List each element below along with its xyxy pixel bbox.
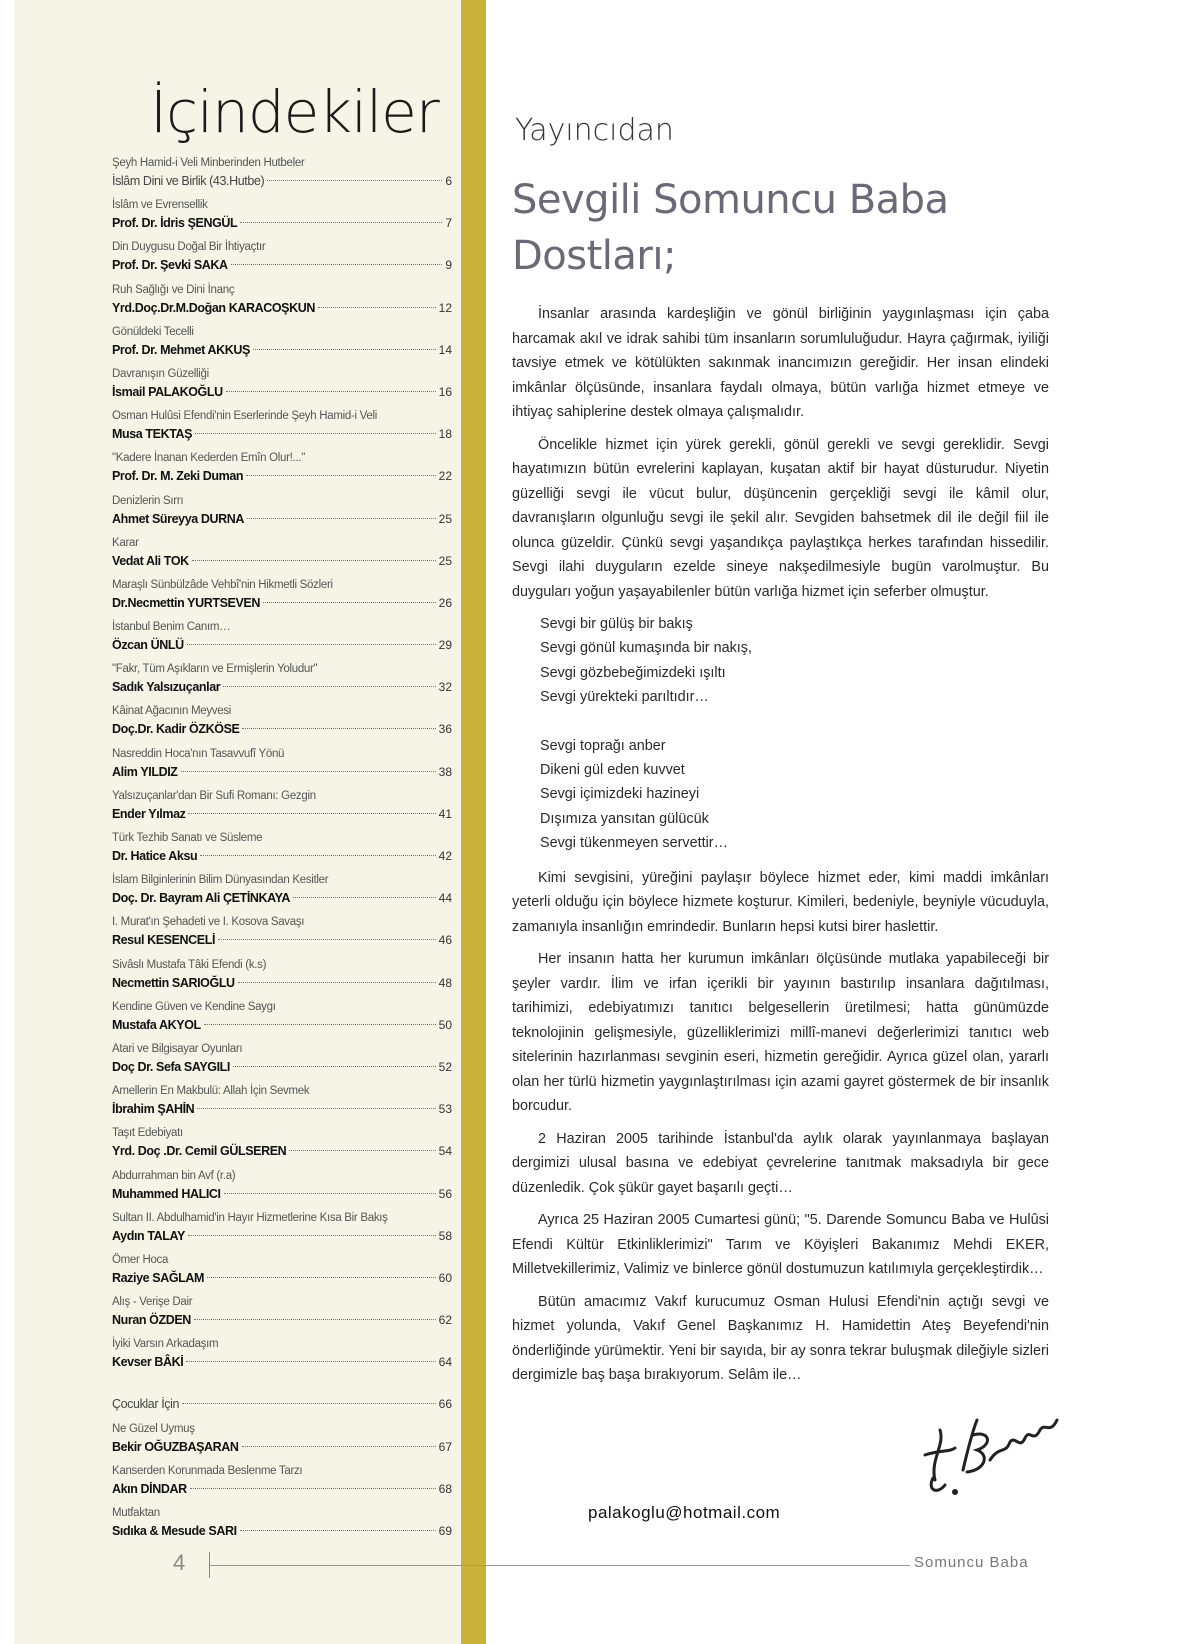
- toc-entry-line: [112, 1100, 452, 1118]
- toc-leader-dots: [224, 1193, 436, 1194]
- toc-leader-dots: [242, 1446, 436, 1447]
- toc-entry-line: [112, 805, 452, 823]
- toc-leader-dots: [238, 982, 436, 983]
- toc-entry-line: [112, 1395, 452, 1413]
- toc-entry[interactable]: [112, 746, 452, 788]
- toc-entry-line: [112, 1480, 452, 1498]
- toc-entry-page: 42: [438, 849, 452, 863]
- toc-entry-line: [112, 172, 452, 190]
- toc-entry[interactable]: [112, 999, 452, 1041]
- poem-line: Sevgi gözbebeğimizdeki ışıltı: [540, 664, 726, 681]
- toc-leader-dots: [194, 1319, 436, 1320]
- toc-entry-line: [112, 889, 452, 907]
- toc-entry-title: Taşıt Edebiyatı: [112, 1127, 183, 1140]
- toc-entry-author: Resul KESENCELİ: [112, 933, 216, 948]
- toc-entry-title: "Kadere İnanan Kederden Emîn Olur!...": [112, 452, 306, 465]
- toc-entry[interactable]: [112, 788, 452, 830]
- toc-entry[interactable]: [112, 703, 452, 745]
- toc-entry-line: [112, 1522, 452, 1540]
- toc-entry-line: [112, 341, 452, 359]
- toc-entry-title: Kendine Güven ve Kendine Saygı: [112, 1000, 276, 1013]
- toc-entry[interactable]: [112, 450, 452, 492]
- toc-entry-title: Nasreddin Hoca'nın Tasavvufî Yönü: [112, 747, 285, 760]
- toc-entry-title: Sivâslı Mustafa Tâki Efendi (k.s): [112, 958, 267, 971]
- toc-entry-author: Prof. Dr. Şevki SAKA: [112, 258, 228, 273]
- toc-entry-page: 12: [438, 300, 452, 315]
- toc-entry-page: 69: [438, 1524, 452, 1538]
- toc-entry-author: İbrahim ŞAHİN: [112, 1102, 195, 1117]
- toc-entry-page: 16: [438, 384, 452, 399]
- article-body: [512, 302, 1049, 1396]
- toc-entry[interactable]: [112, 1252, 452, 1294]
- toc-entry[interactable]: [112, 493, 452, 535]
- toc-entry-line: [112, 1142, 452, 1160]
- toc-entry-title: Gönüldeki Tecelli: [112, 325, 194, 338]
- toc-leader-dots: [204, 1024, 436, 1025]
- toc-entry-page: 26: [438, 595, 452, 610]
- toc-entry-page: 54: [438, 1144, 452, 1159]
- toc-entry-line: [112, 763, 452, 781]
- toc-entry-author: Raziye SAĞLAM: [112, 1270, 205, 1285]
- toc-entry-page: 41: [438, 806, 452, 821]
- toc-entry-title: İslâm ve Evrensellik: [112, 199, 208, 212]
- toc-entry-page: 38: [438, 764, 452, 779]
- toc-entry-title: Sultan II. Abdulhamid'in Hayır Hizmetlerine Kısa Bir Bakış: [112, 1211, 388, 1224]
- toc-entry-author: Necmettin SARIOĞLU: [112, 975, 235, 990]
- toc-entry-author: İsmail PALAKOĞLU: [112, 384, 223, 399]
- toc-leader-dots: [188, 1235, 436, 1236]
- toc-entry-author: Mustafa AKYOL: [112, 1017, 201, 1032]
- toc-entry-author: Ahmet Süreyya DURNA: [112, 511, 245, 526]
- toc-entry[interactable]: [112, 1083, 452, 1125]
- paragraph-7: Bütün amacımız Vakıf kurucumuz Osman Hulusi Efendi'nin açtığı sevgi ve hizmet yolunda, Vakıf Genel Başkanımız H. Hamidettin Ateş Beyefendi'nin önderliğinde yürümektir. Yeni bir sayıda, bir ay sonra tekrar buluşmak dileğiyle sizleri dergimizle baş başa bırakıyorum. Selâm ile…: [512, 1293, 1049, 1384]
- toc-entry[interactable]: [112, 239, 452, 281]
- toc-entry-author: Bekir OĞUZBAŞARAN: [112, 1439, 239, 1454]
- paragraph-5: 2 Haziran 2005 tarihinde İstanbul'da aylık olarak yayınlanmaya başlayan dergimizi ulusal basına ve edebiyat çevrelerine tanıtmak maksadıyla bir gece düzenledik. Çok şükür gayet başarılı geçti…: [512, 1130, 1049, 1196]
- toc-entry[interactable]: [112, 366, 452, 408]
- toc-leader-dots: [247, 518, 436, 519]
- toc-entry-title: Mutfaktan: [112, 1507, 160, 1519]
- toc-entry-title: Yalsızuçanlar'dan Bir Sufi Romanı: Gezgin: [112, 789, 316, 802]
- toc-entry-title: Din Duygusu Doğal Bir İhtiyaçtır: [112, 241, 266, 254]
- toc-entry-line: [112, 299, 452, 317]
- toc-leader-dots: [293, 897, 436, 898]
- toc-entry-author: Dr.Necmettin YURTSEVEN: [112, 595, 260, 610]
- toc-entry-author: Prof. Dr. Mehmet AKKUŞ: [112, 342, 250, 357]
- toc-entry-line: [112, 1058, 452, 1076]
- toc-leader-dots: [186, 1361, 435, 1362]
- toc-entry-title: Ruh Sağlığı ve Dini İnanç: [112, 283, 235, 296]
- toc-entry-page: 29: [438, 638, 452, 653]
- toc-leader-dots: [187, 644, 436, 645]
- poem-line: Sevgi bir gülüş bir bakış: [540, 616, 693, 632]
- paragraph-4: Her insanın hatta her kurumun imkânları ölçüsünde mutlaka yapabileceği bir şeyler vardır. İlim ve irfan içerikli bir yayının bastırılıp insanlara dağıtılması, tarihimizi, edebiyatımızı tanıtıcı belgesellerin üretilmesi; hatta günümüzde teknolojinin gelişmesiyle, güzelliklerimizi millî-manevi değerlerimizi tanıtıcı web sitelerinin hazırlanması sevginin eseri, hizmetin gereğidir. Ayrıca güzel olan, yararlı olan her türlü hizmetin yaygınlaştırılması için azami gayret göstermek de bir insanlık borcudur.: [512, 951, 1049, 1115]
- toc-entry-author: İslâm Dini ve Birlik (43.Hutbe): [112, 174, 265, 188]
- toc-entry[interactable]: [112, 661, 452, 703]
- toc-leader-dots: [226, 391, 436, 392]
- toc-entry[interactable]: [112, 1210, 452, 1252]
- toc-entry-line: [112, 1227, 452, 1245]
- toc-entry-author: Aydın TALAY: [112, 1228, 185, 1243]
- toc-entry-author: Muhammed HALICI: [112, 1186, 221, 1201]
- toc-entry-author: Akın DİNDAR: [112, 1481, 187, 1496]
- toc-entry-title: [112, 1378, 452, 1395]
- signature-image: [915, 1400, 1075, 1510]
- toc-entry-title: Şeyh Hamid-i Veli Minberinden Hutbeler: [112, 157, 305, 169]
- toc-entry-line: [112, 931, 452, 949]
- toc-entry-page: 25: [438, 553, 452, 568]
- toc-entry[interactable]: [112, 914, 452, 956]
- toc-entry-author: Prof. Dr. M. Zeki Duman: [112, 469, 244, 484]
- toc-entry[interactable]: [112, 1421, 452, 1463]
- toc-leader-dots: [289, 1150, 435, 1151]
- toc-leader-dots: [188, 813, 435, 814]
- toc-entry-title: Ömer Hoca: [112, 1253, 169, 1266]
- toc-entry-author: Musa TEKTAŞ: [112, 427, 193, 442]
- toc-entry[interactable]: [112, 1505, 452, 1547]
- toc-entry-author: Doç.Dr. Kadir ÖZKÖSE: [112, 722, 240, 737]
- toc-leader-dots: [223, 686, 435, 687]
- paragraph-1: İnsanlar arasında kardeşliğin ve gönül birliğinin yaygınlaşması için çaba harcamak akıl ve idrak sahibi tüm insanların sorumluluğudur. Hayra çağırmak, iyiliği tavsiye etmek ve kötülükten sakınmak inancımızın gereğidir. Her insan elindeki imkânlar ölçüsünde, insanlara faydalı olmaya, bütün varlığa hizmet etmeye ve ihtiyaç sahiplerine destek olmaya çalışmalıdır.: [512, 306, 1049, 420]
- toc-entry-author: Vedat Ali TOK: [112, 553, 189, 568]
- toc-entry[interactable]: [112, 1125, 452, 1167]
- toc-leader-dots: [240, 222, 442, 223]
- toc-entry-line: [112, 425, 452, 443]
- toc-leader-dots: [207, 1277, 436, 1278]
- toc-leader-dots: [197, 1108, 435, 1109]
- toc-entry-page: 53: [438, 1102, 452, 1117]
- toc-entry-line: [112, 383, 452, 401]
- toc-entry[interactable]: [112, 957, 452, 999]
- toc-entry-author: Sıdıka & Mesude SARI: [112, 1524, 237, 1538]
- toc-entry-author: Ender Yılmaz: [112, 806, 186, 821]
- toc-leader-dots: [240, 1530, 436, 1531]
- poem-line: Sevgi içimizdeki hazineyi: [540, 786, 700, 803]
- toc-entry-page: 32: [438, 680, 452, 695]
- toc-entry-line: [112, 552, 452, 570]
- poem: [540, 612, 1049, 856]
- toc-entry-title: Türk Tezhib Sanatı ve Süsleme: [112, 832, 263, 844]
- toc-entry-page: 9: [445, 258, 452, 273]
- toc-entry-page: 68: [438, 1481, 452, 1496]
- toc-entry-page: 46: [438, 933, 452, 948]
- toc-entry-title: Osman Hulûsi Efendi'nin Eserlerinde Şeyh Hamid-i Veli: [112, 410, 377, 423]
- toc-entry-line: [112, 974, 452, 992]
- toc-entry-author: Sadık Yalsızuçanlar: [112, 680, 221, 695]
- toc-entry-line: [112, 594, 452, 612]
- poem-stanza-gap: [540, 710, 1049, 734]
- toc-entry[interactable]: [112, 1041, 452, 1083]
- headline-line-1: Sevgili Somuncu Baba: [512, 177, 949, 223]
- toc-entry-line: [112, 467, 452, 485]
- toc-entry[interactable]: [112, 155, 452, 197]
- poem-line: Sevgi gönül kumaşında bir nakış,: [540, 640, 752, 657]
- toc-entry[interactable]: [112, 408, 452, 450]
- toc-leader-dots: [253, 349, 436, 350]
- toc-entry-title: Karar: [112, 536, 139, 549]
- toc-entry-page: 50: [438, 1017, 452, 1032]
- toc-entry-page: 67: [438, 1439, 452, 1454]
- article-headline: [512, 172, 1152, 284]
- toc-entry-line: [112, 1269, 452, 1287]
- toc-entry-page: 64: [438, 1355, 452, 1370]
- toc-entry-page: 60: [438, 1270, 452, 1285]
- toc-leader-dots: [263, 602, 436, 603]
- toc-leader-dots: [200, 855, 435, 856]
- toc-leader-dots: [218, 939, 436, 940]
- poem-line: Sevgi tükenmeyen servettir…: [540, 835, 728, 852]
- toc-entry-line: [112, 1016, 452, 1034]
- toc-entry-page: 14: [438, 342, 452, 357]
- toc-entry-author: Çocuklar İçin: [112, 1397, 180, 1412]
- poem-line: Dışımıza yansıtan gülücük: [540, 810, 709, 827]
- gold-divider-bar: [461, 0, 486, 1644]
- toc-entry-page: 66: [438, 1397, 452, 1412]
- toc-entry-page: 58: [438, 1228, 452, 1243]
- page-number: 4: [173, 1550, 186, 1575]
- toc-entry[interactable]: [112, 619, 452, 661]
- toc-entry-title: "Fakr, Tüm Aşıkların ve Ermişlerin Yoludur": [112, 663, 318, 676]
- toc-entry-page: 22: [438, 469, 452, 484]
- toc-entry-line: [112, 214, 452, 232]
- paragraph-2: Öncelikle hizmet için yürek gerekli, gönül gerekli ve sevgi gereklidir. Sevgi hayatımızın bütün evrelerini kaplayan, kuşatan aktif bir hayat düsturudur. Niyetin güzelliği sevgi ile vücut bulur, düşüncenin gerçekliği sevgi ile kâmil olur, davranışların olgunluğu sevgi ile şekil alır. Sevgiden bahsetmek dil ile değil fiil ile olunca güzeldir. Çünkü sevgi yaşandıkça paylaştıkça herkes tarafından hissedilir. Sevgi ilahi duyguların ezelde sineye nakşedilmesiyle bugün varolmuştur. Bu duyguları yoğun yaşayabilenler bütün varlığa hizmet için seferber olmuştur.: [512, 436, 1049, 600]
- toc-leader-dots: [242, 728, 435, 729]
- toc-title: İçindekiler: [150, 78, 439, 146]
- toc-leader-dots: [231, 264, 443, 265]
- toc-entry-title: Alış - Verişe Dair: [112, 1296, 193, 1309]
- toc-entry-title: Abdurrahman bin Avf (r.a): [112, 1169, 236, 1182]
- toc-entry[interactable]: [112, 830, 452, 872]
- toc-entry[interactable]: [112, 197, 452, 239]
- toc-entry-line: [112, 1438, 452, 1456]
- toc-entry-author: Kevser BÂKİ: [112, 1355, 184, 1370]
- toc-entry-line: [112, 256, 452, 274]
- toc-entry-page: 48: [438, 975, 452, 990]
- toc-entry-title: Ne Güzel Uymuş: [112, 1422, 195, 1435]
- toc-leader-dots: [182, 1403, 436, 1404]
- toc-entry-page: 7: [445, 216, 452, 231]
- toc-entry-line: [112, 1185, 452, 1203]
- toc-entry[interactable]: [112, 1168, 452, 1210]
- toc-entry-page: 36: [438, 722, 452, 737]
- toc-entry-line: [112, 636, 452, 654]
- toc-entry-author: Doç Dr. Sefa SAYGILI: [112, 1059, 230, 1074]
- poem-line: Sevgi yürekteki parıltıdır…: [540, 689, 709, 706]
- toc-entry-author: Doç. Dr. Bayram Ali ÇETİNKAYA: [112, 891, 291, 906]
- toc-leader-dots: [233, 1066, 436, 1067]
- toc-entry-line: [112, 678, 452, 696]
- toc-entry-title: İslam Bilginlerinin Bilim Dünyasından Kesitler: [112, 874, 329, 887]
- toc-entry[interactable]: [112, 872, 452, 914]
- toc-leader-dots: [192, 560, 436, 561]
- toc-entry-author: Özcan ÜNLÜ: [112, 638, 184, 653]
- toc-entry-author: Alim YILDIZ: [112, 764, 178, 779]
- toc-leader-dots: [246, 475, 436, 476]
- toc-entry-page: 56: [438, 1186, 452, 1201]
- toc-entry-author: Prof. Dr. İdris ŞENGÜL: [112, 216, 238, 231]
- toc-leader-dots: [190, 1488, 436, 1489]
- toc-entry-page: 62: [438, 1313, 452, 1328]
- toc-leader-dots: [267, 180, 442, 181]
- toc-entry-title: Atari ve Bilgisayar Oyunları: [112, 1042, 243, 1055]
- toc-entry-title: Amellerin En Makbulü: Allah İçin Sevmek: [112, 1085, 310, 1098]
- toc-entry-page: 6: [445, 174, 452, 188]
- toc-entry[interactable]: [112, 1336, 452, 1378]
- headline-line-2: Dostları;: [512, 233, 676, 279]
- toc-entry-author: Yrd.Doç.Dr.M.Doğan KARACOŞKUN: [112, 300, 315, 315]
- toc-entry-author: Dr. Hatice Aksu: [112, 849, 198, 863]
- toc-entry-page: 18: [438, 427, 452, 442]
- toc-leader-dots: [195, 433, 436, 434]
- toc-entry-line: [112, 720, 452, 738]
- toc-entry-page: 44: [438, 891, 452, 906]
- contact-email[interactable]: palakoglu@hotmail.com: [588, 1503, 781, 1522]
- footer-magazine-name: Somuncu Baba: [914, 1554, 1029, 1571]
- paragraph-3: Kimi sevgisini, yüreğini paylaşır böylece hizmet eder, kimi maddi imkânları yeterli olduğu için böylece hizmete koşturur. Kimileri, bedeniyle, beyniyle vücuduyla, zamanıyla insanlığın emrindedir. Bunların hepsi kutsi birer haslettir.: [512, 869, 1049, 935]
- toc-entry[interactable]: [112, 1463, 452, 1505]
- footer-rule: [210, 1565, 910, 1566]
- section-kicker: Yayıncıdan: [515, 113, 674, 148]
- toc-leader-dots: [318, 307, 436, 308]
- toc-entry-author: Nuran ÖZDEN: [112, 1313, 191, 1328]
- toc-entry[interactable]: [112, 282, 452, 324]
- toc-list: [112, 155, 452, 1547]
- toc-entry-title: Davranışın Güzelliği: [112, 367, 209, 380]
- toc-entry-page: 25: [438, 511, 452, 526]
- toc-entry-title: İstanbul Benim Canım…: [112, 621, 231, 634]
- toc-entry-title: Kâinat Ağacının Meyvesi: [112, 705, 232, 718]
- toc-entry[interactable]: [112, 324, 452, 366]
- toc-entry-line: [112, 1353, 452, 1371]
- toc-entry[interactable]: [112, 1378, 452, 1420]
- toc-entry-line: [112, 510, 452, 528]
- toc-entry-title: Denizlerin Sırrı: [112, 494, 184, 507]
- toc-entry-line: [112, 847, 452, 865]
- poem-line: Sevgi toprağı anber: [540, 737, 666, 754]
- toc-entry-title: İyiki Varsın Arkadaşım: [112, 1338, 219, 1351]
- toc-entry[interactable]: [112, 577, 452, 619]
- toc-entry[interactable]: [112, 535, 452, 577]
- paragraph-6: Ayrıca 25 Haziran 2005 Cumartesi günü; "5. Darende Somuncu Baba ve Hulûsi Efendi Kültür Etkinliklerimizi" Tarım ve Köyişleri Bakanımız Mehdi EKER, Milletvekillerimiz, Valimiz ve binlerce gönül dostumuzun katılımıyla gerçekleştirdik…: [512, 1212, 1049, 1278]
- toc-entry-page: 52: [438, 1059, 452, 1074]
- toc-entry-author: Yrd. Doç .Dr. Cemil GÜLSEREN: [112, 1144, 287, 1159]
- toc-entry-line: [112, 1311, 452, 1329]
- toc-entry-title: I. Murat'ın Şehadeti ve I. Kosova Savaşı: [112, 916, 305, 929]
- toc-entry-title: Maraşlı Sünbülzâde Vehbî'nin Hikmetli Sözleri: [112, 578, 333, 591]
- toc-leader-dots: [181, 771, 436, 772]
- poem-line: Dikeni gül eden kuvvet: [540, 762, 685, 779]
- toc-entry-title: Kanserden Korunmada Beslenme Tarzı: [112, 1464, 303, 1477]
- toc-entry[interactable]: [112, 1294, 452, 1336]
